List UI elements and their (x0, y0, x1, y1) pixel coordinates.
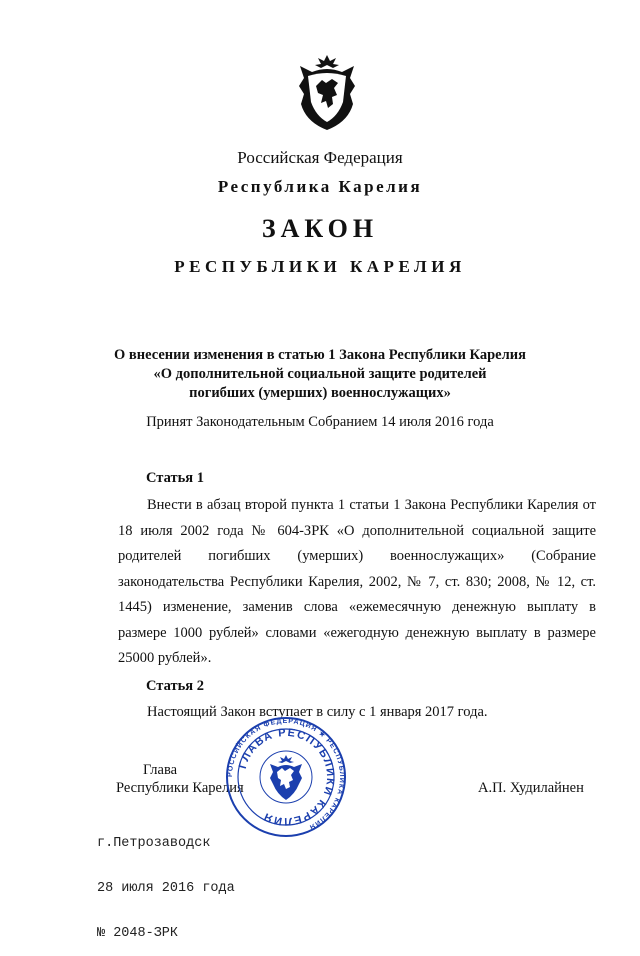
article-1-body (118, 493, 596, 672)
registration-block (97, 806, 235, 956)
article-2-heading: Статья 2 (146, 678, 204, 694)
article-1-text: Внести в абзац второй пункта 1 статьи 1 Закона Республики Карелия от 18 июля 2002 года № 604-ЗРК «О дополнительной социальной защите родителей погибших (умерших) военнослужащих» (Собрание законодательства Республики Карелия, 2002, № 7, ст. 830; 2008, № 12, ст. 1445) изменение, заменив слова «ежемесячную денежную выплату в размере 1000 рублей» словами «ежегодную денежную выплату в размере 25000 рублей». (118, 497, 596, 666)
registration-number: № 2048-ЗРК (97, 926, 179, 941)
signatory-title-line2: Республики Карелия (116, 780, 244, 796)
law-title-line: О внесении изменения в статью 1 Закона Республики Карелия (114, 347, 526, 363)
law-title (0, 346, 640, 403)
article-2-text: Настоящий Закон вступает в силу с 1 января 2017 года. (147, 704, 488, 720)
article-2-body (118, 700, 596, 726)
country-name: Российская Федерация (237, 148, 403, 167)
stamp-outer-text: РОССИЙСКАЯ ФЕДЕРАЦИЯ ★ РЕСПУБЛИКА КАРЕЛИЯ (226, 717, 346, 831)
registration-place: г.Петрозаводск (97, 836, 211, 851)
coat-of-arms-emblem (296, 52, 358, 132)
official-seal-stamp (225, 716, 347, 838)
document-issuer: РЕСПУБЛИКИ КАРЕЛИЯ (174, 257, 466, 276)
article-1-heading: Статья 1 (146, 470, 204, 486)
stamp-inner-text: ГЛАВА РЕСПУБЛИКИ КАРЕЛИЯ (236, 726, 337, 828)
signatory-name: А.П. Худилайнен (478, 780, 584, 796)
law-title-line: погибших (умерших) военнослужащих» (189, 385, 451, 401)
adoption-note: Принят Законодательным Собранием 14 июля 2016 года (146, 414, 494, 430)
signatory-title-line1: Глава (143, 762, 178, 778)
law-title-line: «О дополнительной социальной защите родителей (153, 366, 487, 382)
document-type: ЗАКОН (261, 214, 379, 243)
republic-name: Республика Карелия (217, 177, 423, 196)
registration-date: 28 июля 2016 года (97, 881, 235, 896)
